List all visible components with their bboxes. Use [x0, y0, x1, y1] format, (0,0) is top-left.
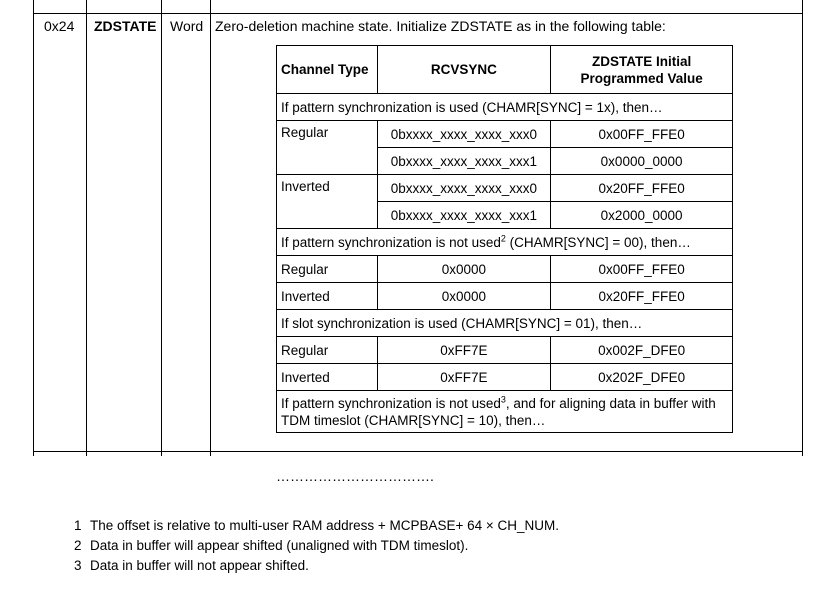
register-description: Zero-deletion machine state. Initialize ZDSTATE as in the following table:: [215, 18, 666, 34]
footnote-text: The offset is relative to multi-user RAM address + MCPBASE+ 64 × CH_NUM.: [90, 518, 560, 533]
row-value: 0x002F_DFE0: [551, 337, 733, 364]
row-value: 0x0000_0000: [551, 148, 733, 175]
footnote-2: [74, 536, 559, 556]
section2-heading: [277, 229, 733, 256]
section4-heading-text-end: , and for aligning data in buffer with: [505, 395, 716, 411]
row-rcvsync: 0bxxxx_xxxx_xxxx_xxx0: [377, 121, 551, 148]
row-value: 0x20FF_FFE0: [551, 175, 733, 202]
row-type: Regular: [277, 337, 378, 364]
section3-heading: If slot synchronization is used (CHAMR[SYNC] = 01), then…: [277, 310, 733, 337]
section4-heading-text: If pattern synchronization is not used: [281, 395, 501, 411]
section3-heading-row: [277, 310, 733, 337]
header-value-line2: Programmed Value: [580, 70, 703, 86]
row-type-inverted: Inverted: [277, 175, 378, 229]
header-initial-value: [551, 46, 733, 94]
table-row: [277, 175, 733, 202]
header-channel-type: Channel Type: [277, 46, 378, 94]
footnote-ref-3: 3: [500, 394, 506, 404]
section4-heading-row: [277, 391, 733, 433]
section4-heading: [277, 391, 733, 433]
col-divider-1: [86, 0, 87, 456]
zdstate-init-table: [276, 45, 733, 433]
footnote-ref-2: 2: [500, 233, 506, 243]
table-row: [277, 121, 733, 148]
footnote-text: Data in buffer will not appear shifted.: [90, 558, 309, 573]
footnote-1: [74, 516, 559, 536]
footnote-3: [74, 556, 559, 576]
row-value: 0x00FF_FFE0: [551, 256, 733, 283]
row-rcvsync: 0xFF7E: [377, 337, 551, 364]
footnotes: [74, 516, 559, 576]
col-divider-2: [161, 0, 162, 456]
table-row: [277, 337, 733, 364]
header-rcvsync: RCVSYNC: [377, 46, 551, 94]
row-rcvsync: 0xFF7E: [377, 364, 551, 391]
section4-heading-line2: TDM timeslot (CHAMR[SYNC] = 10), then…: [281, 412, 546, 428]
footnote-number: 3: [74, 558, 82, 573]
outer-top-border: [33, 13, 803, 14]
outer-left-border: [33, 0, 34, 456]
row-rcvsync: 0bxxxx_xxxx_xxxx_xxx1: [377, 202, 551, 229]
outer-bottom-border: [33, 451, 803, 452]
row-rcvsync: 0bxxxx_xxxx_xxxx_xxx0: [377, 175, 551, 202]
row-rcvsync: 0x0000: [377, 256, 551, 283]
section2-heading-text: If pattern synchronization is not used: [281, 234, 501, 250]
outer-right-border: [802, 0, 803, 456]
row-value: 0x2000_0000: [551, 202, 733, 229]
table-row: [277, 256, 733, 283]
row-value: 0x20FF_FFE0: [551, 283, 733, 310]
table-row: [277, 283, 733, 310]
footnote-number: 2: [74, 538, 82, 553]
row-type-regular: Regular: [277, 121, 378, 175]
register-name: ZDSTATE: [94, 18, 157, 34]
footnote-text: Data in buffer will appear shifted (unaligned with TDM timeslot).: [90, 538, 469, 553]
row-rcvsync: 0x0000: [377, 283, 551, 310]
continuation-ellipsis: …………………………….: [276, 468, 434, 484]
col-divider-3: [210, 0, 211, 456]
register-width: Word: [170, 18, 204, 34]
section2-heading-row: [277, 229, 733, 256]
section1-heading-row: [277, 94, 733, 121]
row-value: 0x00FF_FFE0: [551, 121, 733, 148]
section2-heading-text-end: (CHAMR[SYNC] = 00), then…: [505, 234, 691, 250]
header-row: [277, 46, 733, 94]
header-value-line1: ZDSTATE Initial: [591, 53, 692, 69]
row-type: Regular: [277, 256, 378, 283]
row-type: Inverted: [277, 283, 378, 310]
row-type: Inverted: [277, 364, 378, 391]
table-row: [277, 364, 733, 391]
row-value: 0x202F_DFE0: [551, 364, 733, 391]
section1-heading: If pattern synchronization is used (CHAMR[SYNC] = 1x), then…: [277, 94, 733, 121]
row-rcvsync: 0bxxxx_xxxx_xxxx_xxx1: [377, 148, 551, 175]
register-offset: 0x24: [44, 18, 75, 34]
footnote-number: 1: [74, 518, 82, 533]
